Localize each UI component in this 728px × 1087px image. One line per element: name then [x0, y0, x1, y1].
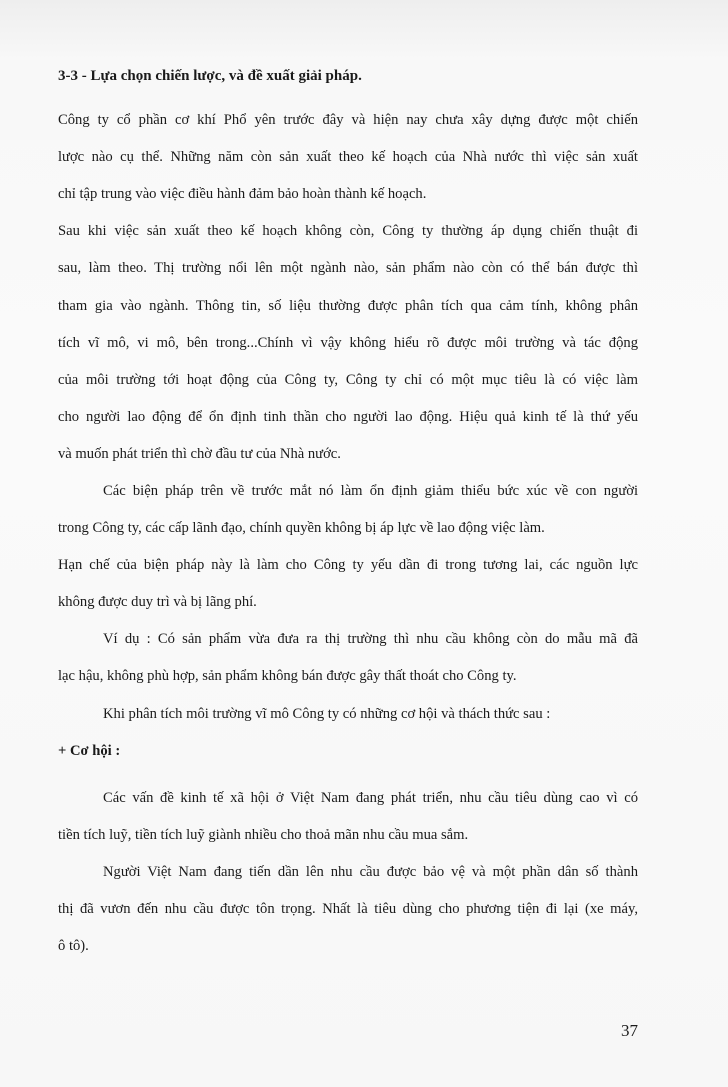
body-line: Khi phân tích môi trường vĩ mô Công ty có những cơ hội và thách thức sau :	[103, 706, 551, 722]
body-line: Người Việt Nam đang tiến dần lên nhu cầu được bảo vệ và một phần dân số thành	[103, 864, 638, 880]
body-line: Hạn chế của biện pháp này là làm cho Công ty yếu dần đi trong tương lai, các nguồn lực	[58, 557, 638, 573]
body-line: Công ty cổ phần cơ khí Phổ yên trước đây và hiện nay chưa xây dựng được một chiến	[58, 112, 638, 128]
body-line: cho người lao động để ổn định tinh thần cho người lao động. Hiệu quả kinh tế là thứ yếu	[58, 409, 638, 425]
body-line: sau, làm theo. Thị trường nổi lên một ngành nào, sản phẩm nào còn có thể bán được thì	[58, 260, 638, 276]
body-line: tích vĩ mô, vi mô, bên trong...Chính vì vậy không hiểu rõ được môi trường và tác động	[58, 335, 638, 351]
body-line: lạc hậu, không phù hợp, sản phẩm không bán được gây thất thoát cho Công ty.	[58, 668, 517, 684]
page-number: 37	[621, 1021, 638, 1040]
body-line: Sau khi việc sản xuất theo kế hoạch không còn, Công ty thường áp dụng chiến thuật đi	[58, 223, 638, 239]
body-line: ô tô).	[58, 938, 89, 954]
body-line: chỉ tập trung vào việc điều hành đảm bảo hoàn thành kế hoạch.	[58, 186, 427, 202]
body-line: thị đã vươn đến nhu cầu được tôn trọng. Nhất là tiêu dùng cho phương tiện đi lại (xe máy,	[58, 901, 638, 917]
body-line: và muốn phát triển thì chờ đầu tư của Nhà nước.	[58, 446, 341, 462]
section-heading: 3-3 - Lựa chọn chiến lược, và đề xuất giải pháp.	[58, 68, 362, 84]
body-line: trong Công ty, các cấp lãnh đạo, chính quyền không bị áp lực về lao động việc làm.	[58, 520, 545, 536]
body-line: Ví dụ : Có sản phẩm vừa đưa ra thị trường thì nhu cầu không còn do mẫu mã đã	[103, 631, 638, 647]
body-line: Các vấn đề kinh tế xã hội ở Việt Nam đang phát triển, nhu cầu tiêu dùng cao vì có	[103, 790, 638, 806]
body-line: Các biện pháp trên về trước mắt nó làm ổn định giảm thiểu bức xúc về con người	[103, 483, 638, 499]
body-line: lược nào cụ thể. Những năm còn sản xuất theo kế hoạch của Nhà nước thì việc sản xuất	[58, 149, 638, 165]
body-line: của môi trường tới hoạt động của Công ty, Công ty chỉ có một mục tiêu là có việc làm	[58, 372, 638, 388]
body-line: tham gia vào ngành. Thông tin, số liệu thường được phân tích qua cảm tính, không phân	[58, 298, 638, 314]
subsection-label: + Cơ hội :	[58, 743, 121, 759]
body-line: tiền tích luỹ, tiền tích luỹ giành nhiều cho thoả mãn nhu cầu mua sắm.	[58, 827, 469, 843]
body-line: không được duy trì và bị lãng phí.	[58, 594, 257, 610]
